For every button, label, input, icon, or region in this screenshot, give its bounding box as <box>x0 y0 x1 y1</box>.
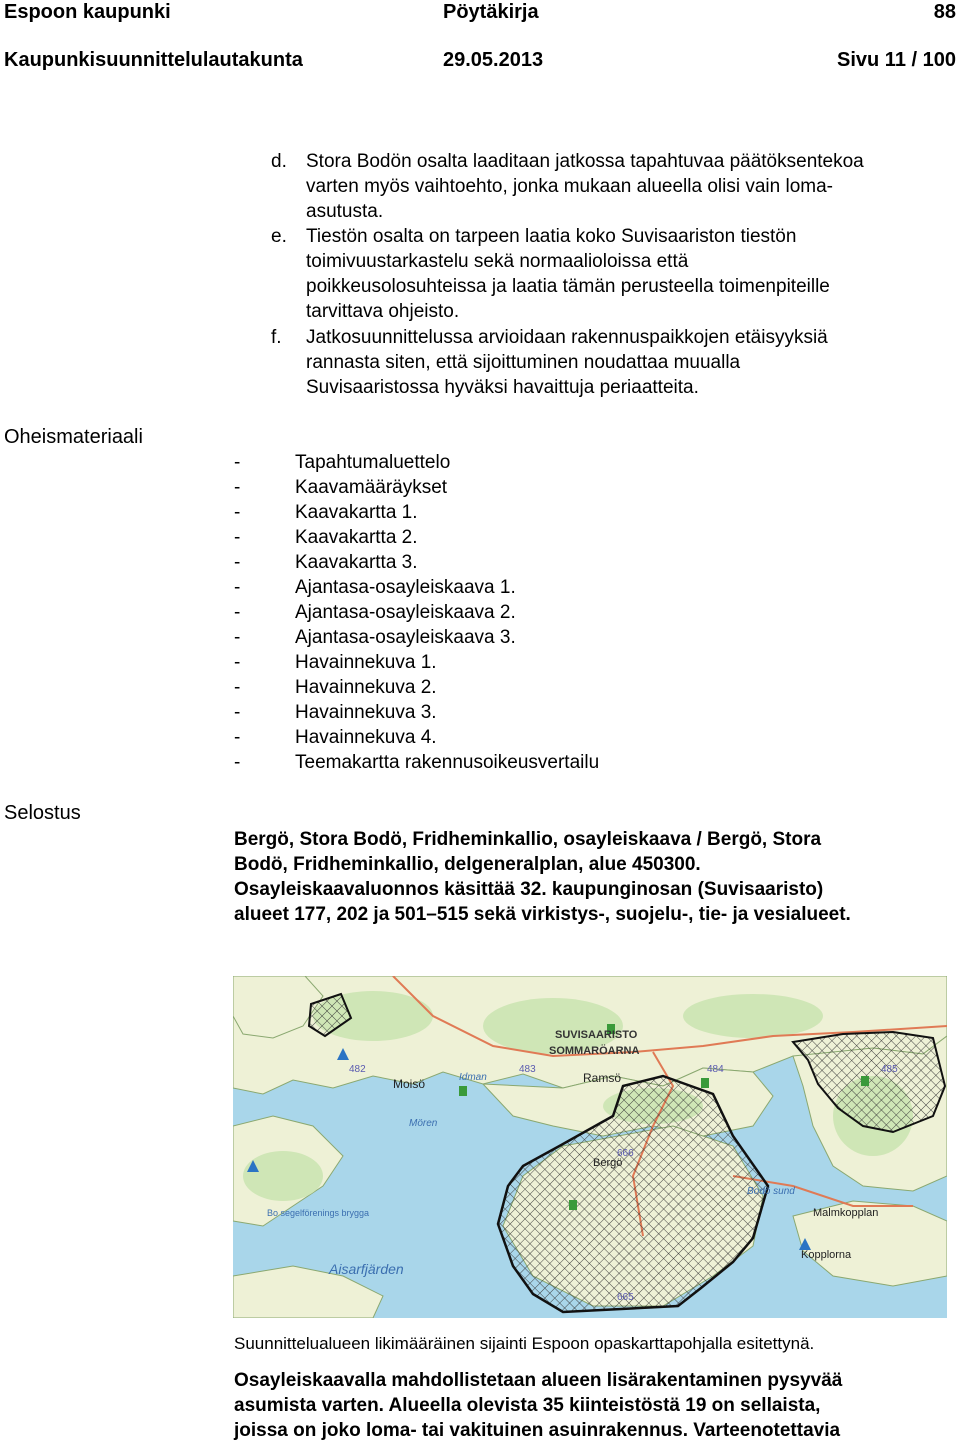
selostus-heading: Selostus <box>4 802 81 824</box>
header-city: Espoon kaupunki <box>4 1 171 23</box>
bottom-line: asumista varten. Alueella olevista 35 kiinteistöstä 19 on sellaista, <box>234 1395 821 1416</box>
item-line: Jatkosuunnittelussa arvioidaan rakennuspaikkojen etäisyyksiä <box>306 327 828 348</box>
attachment-item: Tapahtumaluettelo <box>295 452 451 473</box>
label-bergo: Bergö <box>593 1157 623 1169</box>
label-482: 482 <box>349 1064 366 1075</box>
header-page-number: 88 <box>933 1 956 23</box>
attachment-item: Havainnekuva 3. <box>295 702 437 723</box>
label-boat-club: Bo segelförenings brygga <box>267 1208 370 1218</box>
attachment-item: Havainnekuva 1. <box>295 652 437 673</box>
label-484: 484 <box>707 1064 724 1075</box>
item-line: rannasta siten, että sijoittuminen noudattaa muualla <box>306 352 741 373</box>
label-sommaroarna: SOMMARÖARNA <box>549 1045 640 1057</box>
item-f-letter: f. <box>271 327 282 348</box>
forest <box>683 994 823 1038</box>
bottom-line: Osayleiskaavalla mahdollistetaan alueen lisärakentaminen pysyvää <box>234 1370 843 1391</box>
header-date: 29.05.2013 <box>443 49 544 71</box>
label-kopplorna: Kopplorna <box>801 1249 852 1261</box>
item-line: toimivuustarkastelu sekä normaalioloissa että <box>306 251 689 272</box>
label-moiso: Moisö <box>393 1077 426 1091</box>
label-483: 483 <box>519 1064 536 1075</box>
attachment-item: Kaavakartta 3. <box>295 552 418 573</box>
label-485: 485 <box>881 1064 898 1075</box>
item-d-letter: d. <box>271 151 287 172</box>
label-idman: Idman <box>459 1072 487 1083</box>
label-malmkopplan: Malmkopplan <box>813 1207 879 1219</box>
item-f-text <box>306 325 956 401</box>
label-moren: Mören <box>409 1118 438 1129</box>
item-d-text <box>306 149 956 225</box>
attachments-heading: Oheismateriaali <box>4 426 143 448</box>
attachments-list: - Tapahtumaluettelo - Kaavamääräykset - Kaavakartta 1. - Kaavakartta 2. - Kaavakartta 3. - Ajantasa-osayleiskaava 1. - Ajantasa-osayleiskaava 2. - Ajantasa-osayleiskaava 3. - Havainnekuva 1. - Havainnekuva 2. - Havainnekuva 3. - Havainnekuva 4. - Teemakartta rakennusoikeusvertailu <box>234 452 600 773</box>
title-line: alueet 177, 202 ja 501–515 sekä virkistys-, suojelu-, tie- ja vesialueet. <box>234 904 851 925</box>
header-board: Kaupunkisuunnittelulautakunta <box>4 49 303 71</box>
forest <box>243 1151 323 1201</box>
item-e-text <box>306 224 956 324</box>
title-line: Bergö, Stora Bodö, Fridheminkallio, osayleiskaava / Bergö, Stora <box>234 829 822 850</box>
item-line: poikkeusolosuhteissa ja laatia tämän perusteella toimenpiteille <box>306 276 830 297</box>
item-line: asutusta. <box>306 201 384 222</box>
map-caption: Suunnittelualueen likimääräinen sijainti Espoon opaskarttapohjalla esitettynä. <box>234 1334 815 1353</box>
item-e-letter: e. <box>271 226 287 247</box>
header-doc-type: Pöytäkirja <box>443 1 539 23</box>
item-line: tarvittava ohjeisto. <box>306 301 460 322</box>
label-ramso: Ramsö <box>583 1071 622 1085</box>
item-line: Tiestön osalta on tarpeen laatia koko Suvisaariston tiestön <box>306 226 797 247</box>
location-map <box>233 976 947 1318</box>
label-666: 666 <box>617 1148 634 1159</box>
label-aisarfjarden: Aisarfjärden <box>329 1261 404 1277</box>
map-graphic <box>233 976 947 1318</box>
attachment-item: Teemakartta rakennusoikeusvertailu <box>295 752 600 773</box>
selostus-title <box>234 827 949 927</box>
label-665: 665 <box>617 1292 634 1303</box>
attachment-item: Kaavamääräykset <box>295 477 448 498</box>
attachment-item: Havainnekuva 4. <box>295 727 437 748</box>
label-bodo-sund: Bodö sund <box>747 1186 795 1197</box>
attachment-item: Ajantasa-osayleiskaava 1. <box>295 577 516 598</box>
item-line: Stora Bodön osalta laaditaan jatkossa tapahtuvaa päätöksentekoa <box>306 151 864 172</box>
attachment-item: Ajantasa-osayleiskaava 3. <box>295 627 516 648</box>
header-page-of: Sivu 11 / 100 <box>837 49 956 71</box>
item-line: Suvisaaristossa hyväksi havaittuja periaatteita. <box>306 377 699 398</box>
item-line: varten myös vaihtoehto, jonka mukaan alueella olisi vain loma- <box>306 176 833 197</box>
attachment-item: Ajantasa-osayleiskaava 2. <box>295 602 516 623</box>
bottom-line: joissa on joko loma- tai vakituinen asuinrakennus. Varteenotettavia <box>234 1420 841 1441</box>
title-line: Osayleiskaavaluonnos käsittää 32. kaupunginosan (Suvisaaristo) <box>234 879 824 900</box>
attachment-item: Kaavakartta 2. <box>295 527 418 548</box>
attachment-item: Havainnekuva 2. <box>295 677 437 698</box>
label-suvisaaristo: SUVISAARISTO <box>555 1029 638 1041</box>
title-line: Bodö, Fridheminkallio, delgeneralplan, alue 450300. <box>234 854 701 875</box>
bottom-paragraph <box>234 1368 949 1444</box>
attachment-item: Kaavakartta 1. <box>295 502 418 523</box>
